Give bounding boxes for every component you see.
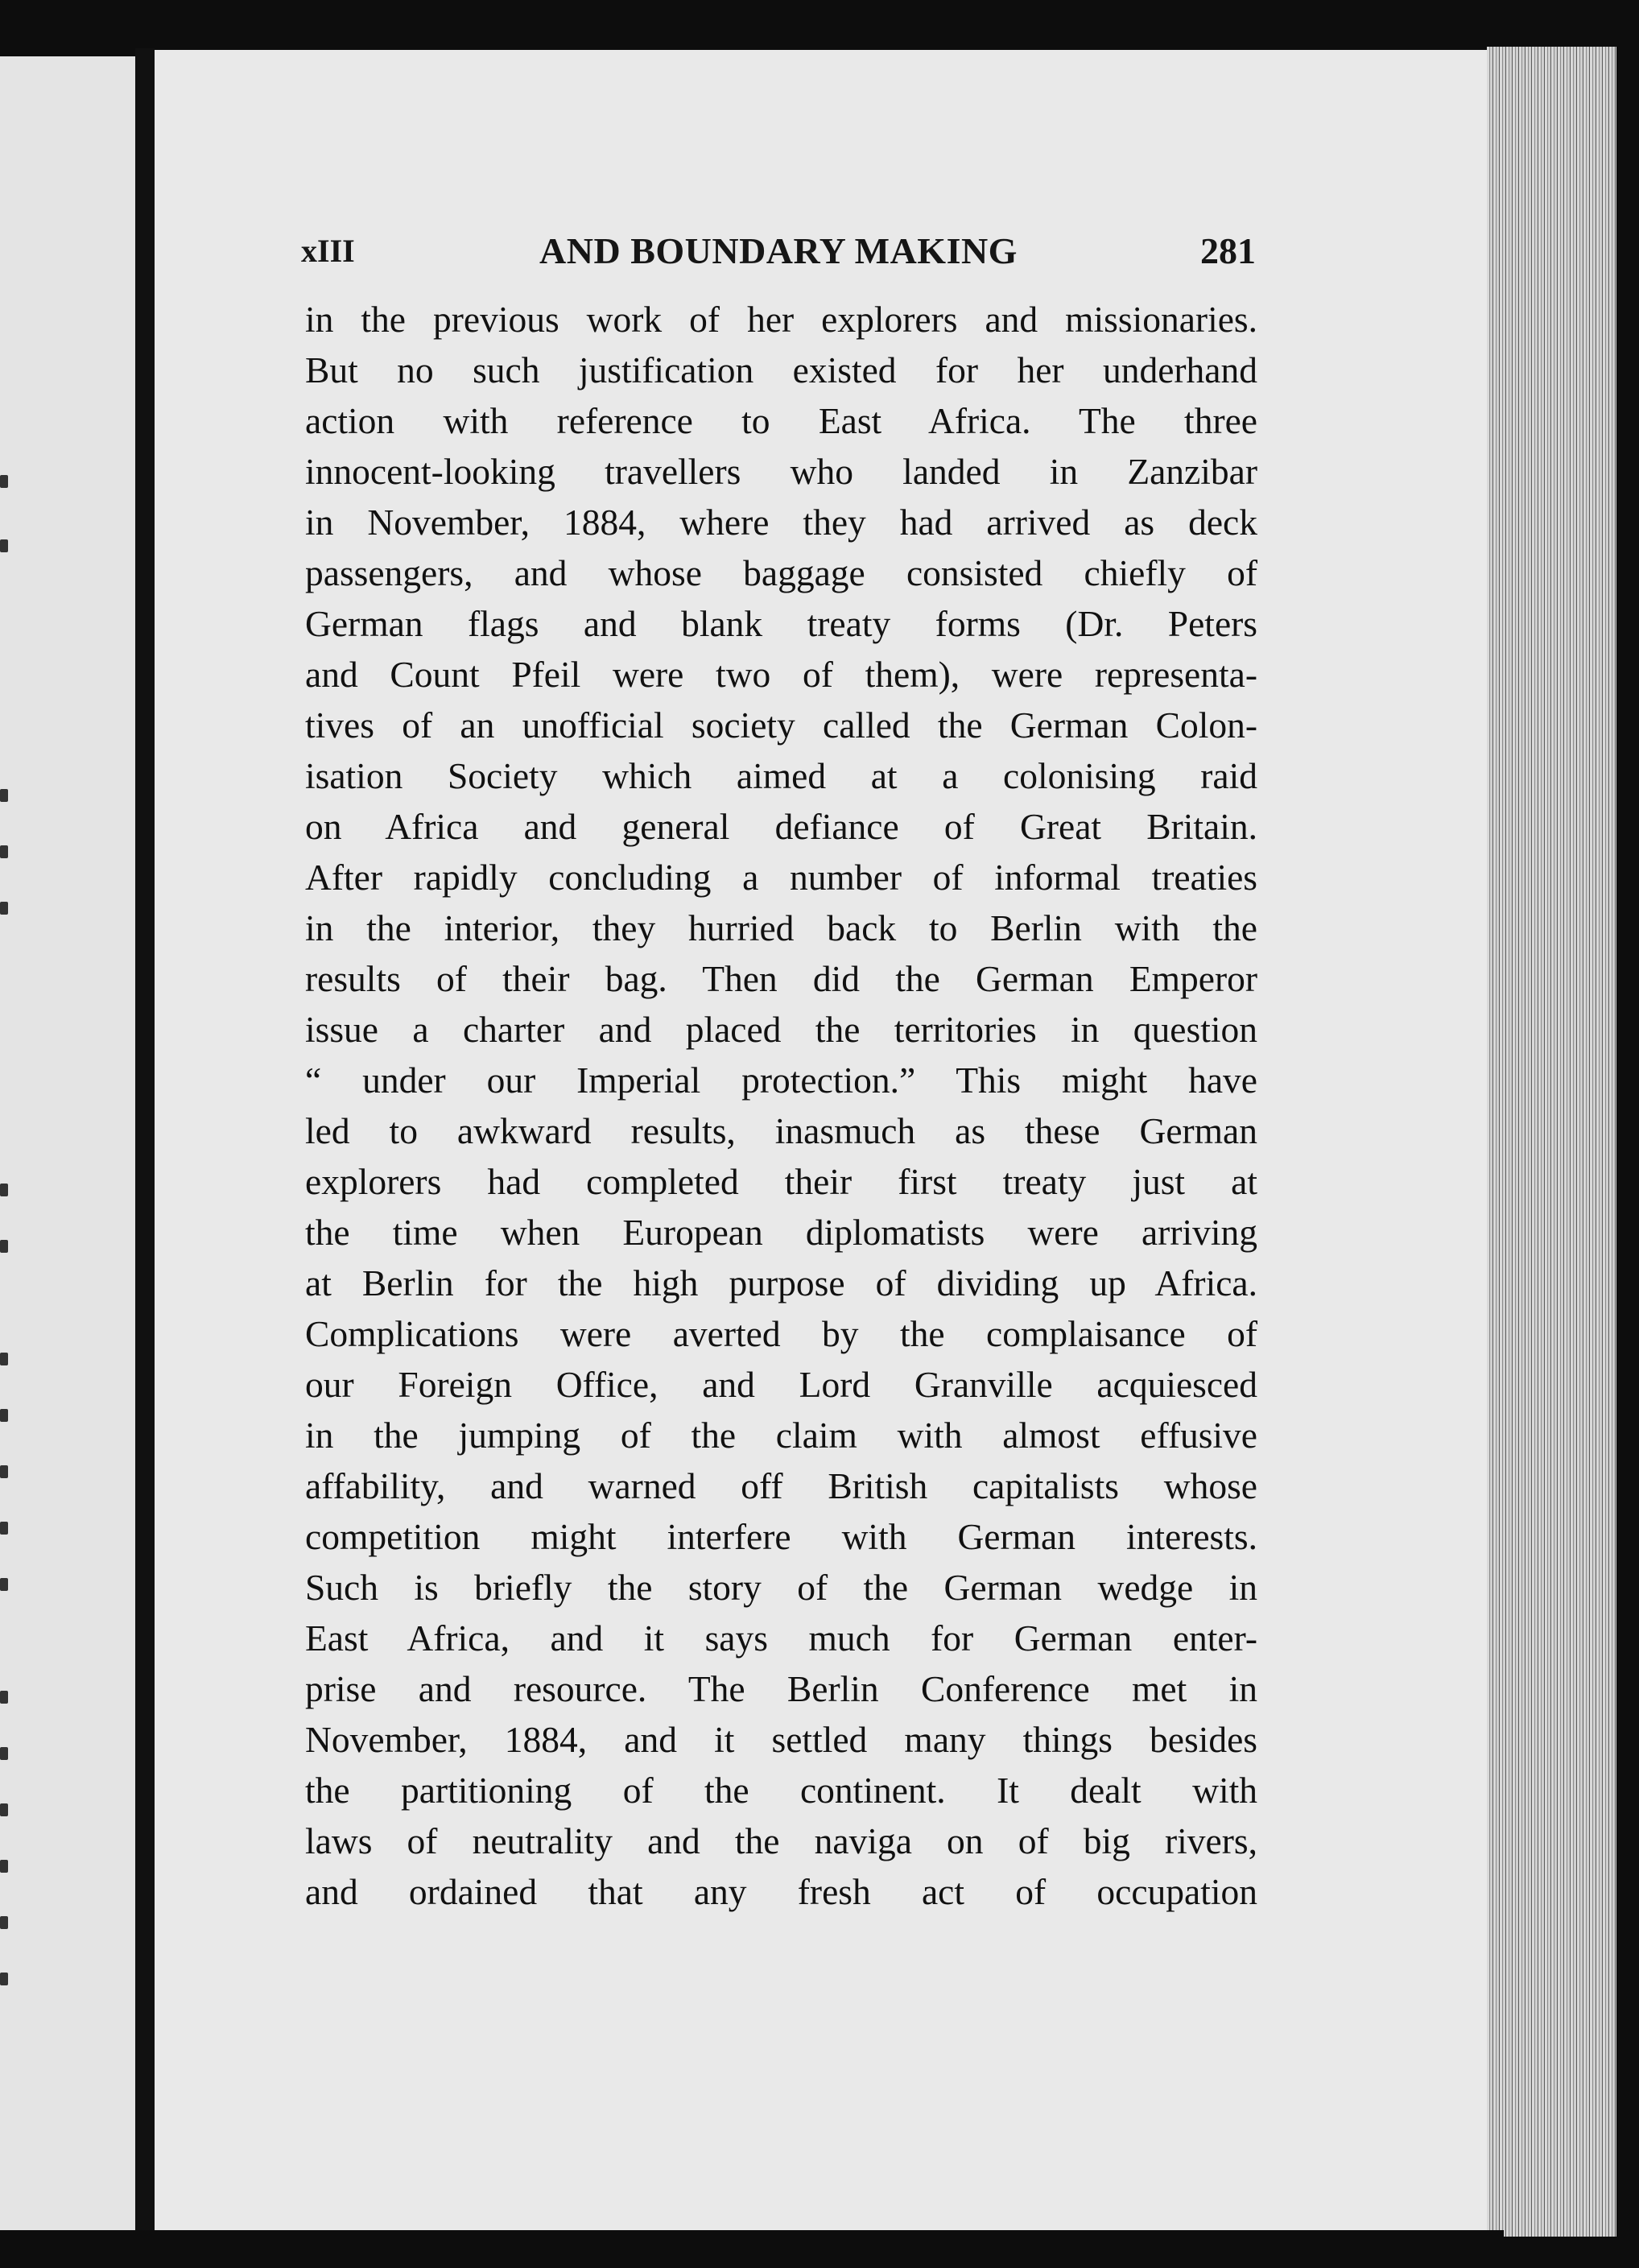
text-line: After rapidly concluding a number of informal treaties (305, 857, 1257, 898)
text-line: affability, and warned off British capitalists whose (305, 1465, 1257, 1506)
text-line: the partitioning of the continent. It dealt with (305, 1770, 1257, 1811)
book-gutter (135, 48, 155, 2238)
text-line: German flags and blank treaty forms (Dr. Peters (305, 603, 1257, 644)
text-line: Such is briefly the story of the German wedge in (305, 1567, 1257, 1608)
text-line: in the jumping of the claim with almost effusive (305, 1415, 1257, 1456)
text-line: issue a charter and placed the territories in question (305, 1009, 1257, 1050)
previous-page-text-fragment (0, 1522, 8, 1535)
text-line: our Foreign Office, and Lord Granville acquiesced (305, 1364, 1257, 1405)
previous-page-text-fragment (0, 845, 8, 858)
text-line: in November, 1884, where they had arrived as deck (305, 502, 1257, 543)
text-line: and ordained that any fresh act of occupation (305, 1871, 1257, 1912)
text-line: isation Society which aimed at a colonising raid (305, 755, 1257, 796)
text-line: prise and resource. The Berlin Conference met in (305, 1668, 1257, 1709)
text-line: tives of an unofficial society called the German Colon- (305, 704, 1257, 746)
text-line: innocent-looking travellers who landed in Zanzibar (305, 451, 1257, 492)
running-head (301, 226, 1256, 276)
text-line: results of their bag. Then did the German Emperor (305, 958, 1257, 999)
text-line: the time when European diplomatists were arriving (305, 1212, 1257, 1253)
previous-page-text-fragment (0, 1803, 8, 1816)
text-line: and Count Pfeil were two of them), were representa- (305, 654, 1257, 695)
previous-page-text-fragment (0, 1409, 8, 1422)
body-text (305, 294, 1257, 1917)
previous-page-text-fragment (0, 789, 8, 802)
previous-page-text-fragment (0, 539, 8, 552)
text-line: on Africa and general defiance of Great Britain. (305, 806, 1257, 847)
previous-page-text-fragment (0, 1691, 8, 1704)
text-line: in the interior, they hurried back to Berlin with the (305, 907, 1257, 948)
chapter-number: xIII (301, 233, 355, 269)
text-line: But no such justification existed for her underhand (305, 349, 1257, 390)
previous-page-edge (0, 56, 135, 2230)
text-line: competition might interfere with German interests. (305, 1516, 1257, 1557)
previous-page-text-fragment (0, 1916, 8, 1929)
text-line: led to awkward results, inasmuch as these German (305, 1110, 1257, 1151)
text-line: in the previous work of her explorers and missionaries. (305, 299, 1257, 340)
page-number: 281 (1200, 230, 1256, 271)
text-line: at Berlin for the high purpose of dividing up Africa. (305, 1262, 1257, 1303)
previous-page-text-fragment (0, 902, 8, 915)
previous-page-text-fragment (0, 1973, 8, 1985)
previous-page-text-fragment (0, 1465, 8, 1478)
page-stack-edge (1487, 47, 1639, 2237)
text-line: laws of neutrality and the naviga on of big rivers, (305, 1820, 1257, 1861)
previous-page-text-fragment (0, 1240, 8, 1253)
previous-page-text-fragment (0, 1747, 8, 1760)
previous-page-text-fragment (0, 1353, 8, 1365)
text-line: passengers, and whose baggage consisted chiefly of (305, 552, 1257, 593)
previous-page-text-fragment (0, 475, 8, 488)
previous-page-text-fragment (0, 1184, 8, 1196)
text-line: East Africa, and it says much for German enter- (305, 1617, 1257, 1659)
text-line: explorers had completed their first treaty just at (305, 1161, 1257, 1202)
text-line: action with reference to East Africa. The three (305, 400, 1257, 441)
previous-page-text-fragment (0, 1578, 8, 1591)
bottom-shadow (135, 2230, 1504, 2268)
previous-page-text-fragment (0, 1860, 8, 1873)
text-line: November, 1884, and it settled many things besides (305, 1719, 1257, 1760)
text-line: Complications were averted by the complaisance of (305, 1313, 1257, 1354)
text-line: “ under our Imperial protection.” This might have (305, 1060, 1257, 1101)
running-title: AND BOUNDARY MAKING (539, 230, 1018, 271)
